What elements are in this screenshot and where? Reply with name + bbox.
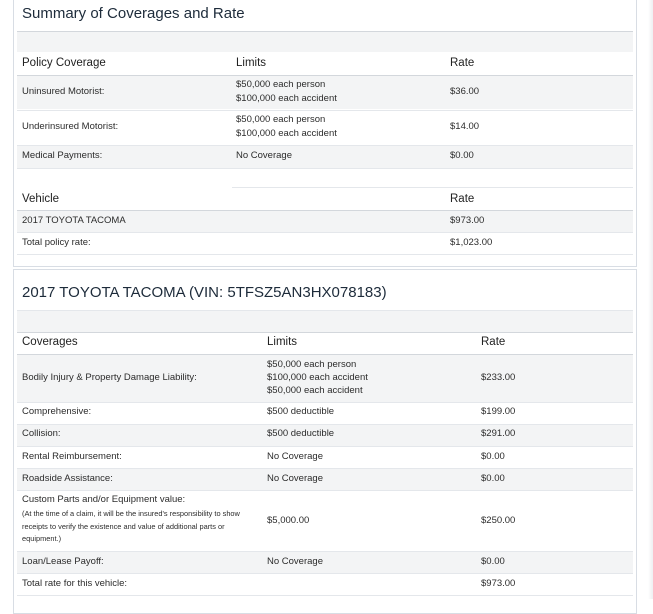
coverage-limit: $5,000.00 <box>267 515 310 526</box>
coverage-limit: No Coverage <box>267 473 323 484</box>
coverage-name: Loan/Lease Payoff: <box>22 556 104 567</box>
coverage-limit: No Coverage <box>267 556 323 567</box>
summary-title: Summary of Coverages and Rate <box>22 5 245 22</box>
coverage-rate: $0.00 <box>481 556 505 567</box>
coverage-name: Medical Payments: <box>22 150 103 161</box>
coverage-rate: $0.00 <box>481 451 505 462</box>
coverage-rate: $199.00 <box>481 406 516 417</box>
window-edge <box>648 0 653 599</box>
divider <box>17 254 633 255</box>
coverage-limit: $50,000 each person <box>236 79 326 90</box>
coverage-rate: $14.00 <box>450 121 480 132</box>
divider <box>17 168 633 169</box>
coverage-rate: $0.00 <box>450 150 474 161</box>
coverage-limit: $500 deductible <box>267 428 335 439</box>
divider <box>17 402 633 403</box>
coverage-name: Roadside Assistance: <box>22 473 113 484</box>
coverage-name: Rental Reimbursement: <box>22 451 122 462</box>
divider <box>17 31 633 32</box>
divider <box>17 595 633 596</box>
table-row <box>17 146 633 168</box>
coverage-limit: $50,000 each person <box>236 114 326 125</box>
custom-parts-note: (At the time of a claim, it will be the insured's responsibility to show receipts to verify the existence and value of additional parts or equipment.) <box>22 509 240 543</box>
divider <box>17 446 633 447</box>
coverage-name: Underinsured Motorist: <box>22 121 119 132</box>
coverage-name: Bodily Injury & Property Damage Liability: <box>22 372 197 383</box>
divider <box>232 187 633 188</box>
summary-spacer-band <box>17 31 633 52</box>
vehicle-detail-panel <box>13 269 637 614</box>
coverage-limit: $100,000 each accident <box>236 93 337 104</box>
coverage-limit: $50,000 each person <box>267 359 357 370</box>
coverage-rate: $36.00 <box>450 86 480 97</box>
detail-limits-col-header: Limits <box>267 336 298 348</box>
coverage-rate: $0.00 <box>481 473 505 484</box>
coverage-name: Comprehensive: <box>22 406 92 417</box>
divider <box>17 573 633 574</box>
vehicle-col-header: Vehicle <box>22 193 60 205</box>
divider <box>17 332 633 333</box>
vehicle-name: 2017 TOYOTA TACOMA <box>22 215 126 226</box>
vehicle-rate-col-header: Rate <box>450 193 475 205</box>
vehicle-detail-title: 2017 TOYOTA TACOMA (VIN: 5TFSZ5AN3HX078183) <box>22 284 387 301</box>
coverage-name: Uninsured Motorist: <box>22 86 105 97</box>
coverage-limit: $100,000 each accident <box>236 128 337 139</box>
coverage-limit: $50,000 each accident <box>267 385 363 396</box>
divider <box>17 232 633 233</box>
divider <box>17 110 633 111</box>
coverage-col-header: Policy Coverage <box>22 57 106 69</box>
table-row <box>17 552 633 573</box>
coverage-limit: $100,000 each accident <box>267 372 368 383</box>
coverage-limit: No Coverage <box>267 451 323 462</box>
coverage-rate: $291.00 <box>481 428 516 439</box>
total-policy-label: Total policy rate: <box>22 237 91 248</box>
vehicle-rate: $973.00 <box>450 215 485 226</box>
summary-panel <box>13 0 637 267</box>
coverages-col-header: Coverages <box>22 336 78 348</box>
vehicle-total-label: Total rate for this vehicle: <box>22 578 128 589</box>
rate-col-header: Rate <box>450 57 475 69</box>
coverage-limit: No Coverage <box>236 150 292 161</box>
detail-spacer-band <box>17 311 633 332</box>
total-policy-value: $1,023.00 <box>450 237 493 248</box>
divider <box>17 490 633 491</box>
coverage-rate: $250.00 <box>481 515 516 526</box>
vehicle-total-value: $973.00 <box>481 578 516 589</box>
coverage-limit: $500 deductible <box>267 406 335 417</box>
coverage-name: Custom Parts and/or Equipment value: <box>22 494 186 505</box>
coverage-rate: $233.00 <box>481 372 516 383</box>
detail-rate-col-header: Rate <box>481 336 506 348</box>
limits-col-header: Limits <box>236 57 267 69</box>
coverage-name: Collision: <box>22 428 61 439</box>
